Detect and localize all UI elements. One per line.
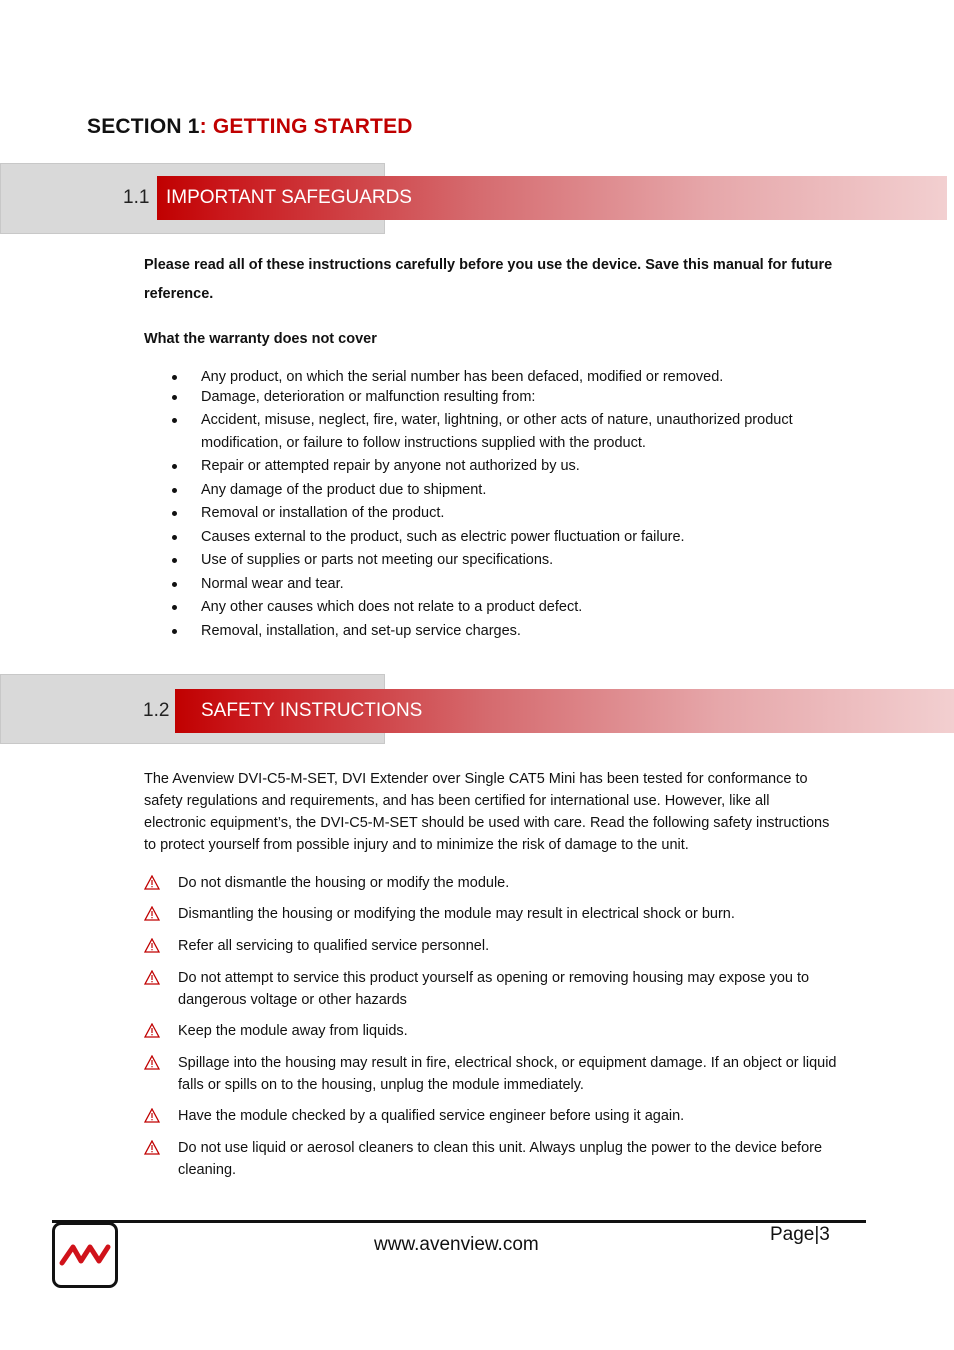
warning-item: Have the module checked by a qualified service engineer before using it again. bbox=[144, 1105, 844, 1127]
list-item: Any other causes which does not relate to a product defect. bbox=[144, 596, 824, 619]
section-title-text: : GETTING STARTED bbox=[199, 115, 413, 138]
warning-item: Keep the module away from liquids. bbox=[144, 1020, 844, 1042]
bullet-icon bbox=[172, 418, 177, 423]
warning-triangle-icon bbox=[144, 906, 160, 921]
bullet-icon bbox=[172, 629, 177, 634]
warning-triangle-icon bbox=[144, 970, 160, 985]
warranty-list bbox=[144, 366, 824, 643]
page-number: Page|3 bbox=[770, 1224, 830, 1245]
bullet-icon bbox=[172, 464, 177, 469]
subsection-number-1-1: 1.1 bbox=[123, 187, 150, 208]
banner-1-1-bar bbox=[157, 176, 947, 220]
bullet-icon bbox=[172, 535, 177, 540]
section-title bbox=[87, 115, 413, 139]
list-item: Damage, deterioration or malfunction resulting from: bbox=[144, 386, 824, 409]
footer-rule bbox=[52, 1220, 866, 1223]
list-item: Any product, on which the serial number has been defaced, modified or removed. bbox=[144, 366, 824, 389]
logo-mark-icon bbox=[55, 1225, 115, 1285]
subsection-number-1-2: 1.2 bbox=[143, 700, 170, 721]
safeguards-intro: Please read all of these instructions carefully before you use the device. Save this manual for future reference. bbox=[144, 257, 833, 302]
warning-triangle-icon bbox=[144, 1140, 160, 1155]
bullet-icon bbox=[172, 582, 177, 587]
warning-triangle-icon bbox=[144, 1055, 160, 1070]
warning-item: Refer all servicing to qualified service personnel. bbox=[144, 935, 844, 957]
list-item: Repair or attempted repair by anyone not authorized by us. bbox=[144, 455, 824, 478]
warning-item: Do not dismantle the housing or modify the module. bbox=[144, 872, 844, 894]
bullet-icon bbox=[172, 375, 177, 380]
warning-item: Dismantling the housing or modifying the module may result in electrical shock or burn. bbox=[144, 903, 844, 925]
subsection-title-1-2: SAFETY INSTRUCTIONS bbox=[201, 700, 423, 721]
list-item: Use of supplies or parts not meeting our specifications. bbox=[144, 549, 824, 572]
bullet-icon bbox=[172, 558, 177, 563]
safety-intro: The Avenview DVI-C5-M-SET, DVI Extender over Single CAT5 Mini has been tested for conformance to safety regulations and requirements, and has been certified for international use. However, like all electronic equipment’s, the DVI-C5-M-SET should be used with care. Read the following safety instructions to protect yourself from possible injury and to minimize the risk of damage to the unit. bbox=[144, 771, 830, 853]
list-item: Normal wear and tear. bbox=[144, 573, 824, 596]
warning-triangle-icon bbox=[144, 938, 160, 953]
list-item: Accident, misuse, neglect, fire, water, lightning, or other acts of nature, unauthorized product modification, or failure to follow instructions supplied with the product. bbox=[144, 409, 824, 454]
warning-triangle-icon bbox=[144, 875, 160, 890]
section-label: SECTION 1 bbox=[87, 115, 200, 138]
warning-triangle-icon bbox=[144, 1023, 160, 1038]
warning-item: Spillage into the housing may result in fire, electrical shock, or equipment damage. If an object or liquid falls or spills on to the housing, unplug the module immediately. bbox=[144, 1052, 844, 1096]
bullet-icon bbox=[172, 605, 177, 610]
subsection-title-1-1: IMPORTANT SAFEGUARDS bbox=[166, 187, 412, 208]
bullet-icon bbox=[172, 488, 177, 493]
footer-url[interactable]: www.avenview.com bbox=[374, 1234, 539, 1255]
banner-1-2-bar bbox=[175, 689, 954, 733]
list-item: Any damage of the product due to shipment. bbox=[144, 479, 824, 502]
avenview-logo-icon bbox=[52, 1222, 118, 1288]
warranty-heading: What the warranty does not cover bbox=[144, 331, 377, 347]
list-item: Removal, installation, and set-up service charges. bbox=[144, 620, 824, 643]
warning-item: Do not use liquid or aerosol cleaners to clean this unit. Always unplug the power to the device before cleaning. bbox=[144, 1137, 844, 1181]
list-item: Removal or installation of the product. bbox=[144, 502, 824, 525]
list-item: Causes external to the product, such as electric power fluctuation or failure. bbox=[144, 526, 824, 549]
warning-item: Do not attempt to service this product yourself as opening or removing housing may expose you to dangerous voltage or other hazards bbox=[144, 967, 844, 1011]
warning-triangle-icon bbox=[144, 1108, 160, 1123]
bullet-icon bbox=[172, 395, 177, 400]
bullet-icon bbox=[172, 511, 177, 516]
